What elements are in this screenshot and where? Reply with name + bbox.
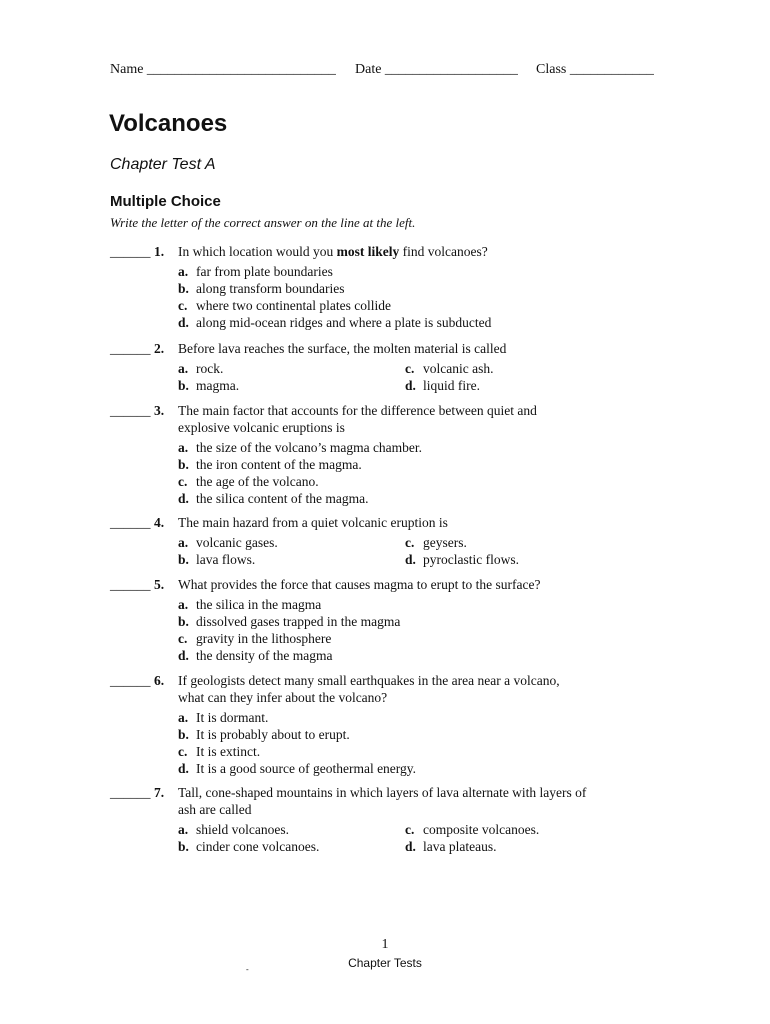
answer-blank: ______ [110, 515, 151, 530]
answer-option: c. volcanic ash. [405, 361, 494, 376]
answer-options [178, 439, 590, 507]
answer-options [178, 709, 590, 777]
answer-options [178, 534, 590, 568]
question-2 [110, 340, 590, 394]
answer-option: d. pyroclastic flows. [405, 552, 519, 567]
date-field: Date ___________________ [355, 62, 518, 77]
question-4 [110, 514, 590, 568]
answer-option: a. shield volcanoes. [178, 822, 289, 837]
answer-option: d. the density of the magma [178, 648, 333, 663]
answer-option: b. It is probably about to erupt. [178, 727, 350, 742]
question-number: 1. [154, 244, 165, 259]
question-number: 6. [154, 673, 165, 688]
answer-option: a. far from plate boundaries [178, 264, 333, 279]
question-7 [110, 784, 590, 855]
question-stem: Before lava reaches the surface, the molten material is called [178, 341, 507, 356]
answer-option: b. cinder cone volcanoes. [178, 839, 320, 854]
question-number: 2. [154, 341, 165, 356]
question-1 [110, 243, 590, 331]
page-subtitle: Chapter Test A [110, 156, 216, 173]
question-3 [110, 402, 590, 507]
answer-option: d. along mid-ocean ridges and where a plate is subducted [178, 315, 492, 330]
page-number: 1 [381, 937, 389, 952]
answer-option: b. magma. [178, 378, 240, 393]
answer-blank: ______ [110, 785, 151, 800]
answer-option: b. dissolved gases trapped in the magma [178, 614, 401, 629]
answer-option: a. It is dormant. [178, 710, 269, 725]
answer-options [178, 263, 590, 331]
question-6 [110, 672, 590, 777]
answer-option: c. where two continental plates collide [178, 298, 391, 313]
answer-option: a. the size of the volcano’s magma chamber. [178, 440, 423, 455]
answer-option: b. the iron content of the magma. [178, 457, 362, 472]
answer-option: c. It is extinct. [178, 744, 261, 759]
question-number: 3. [154, 403, 165, 418]
question-number: 5. [154, 577, 165, 592]
answer-option: a. rock. [178, 361, 224, 376]
class-field: Class ____________ [536, 62, 654, 77]
name-field: Name ___________________________ [110, 62, 336, 77]
answer-options [178, 360, 590, 394]
question-number: 4. [154, 515, 165, 530]
answer-option: d. the silica content of the magma. [178, 491, 369, 506]
question-5 [110, 576, 590, 664]
section-title: Multiple Choice [110, 193, 221, 210]
answer-options [178, 596, 590, 664]
page-title: Volcanoes [109, 110, 228, 137]
question-stem: The main hazard from a quiet volcanic eruption is [178, 515, 448, 530]
question-stem: If geologists detect many small earthquakes in the area near a volcano, what can they infer about the volcano? [178, 673, 560, 705]
answer-option: d. lava plateaus. [405, 839, 497, 854]
answer-option: b. lava flows. [178, 552, 256, 567]
answer-option: b. along transform boundaries [178, 281, 345, 296]
answer-blank: ______ [110, 341, 151, 356]
footer-label: Chapter Tests [348, 956, 422, 970]
answer-options [178, 821, 590, 855]
answer-option: c. geysers. [405, 535, 467, 550]
footer-mark: - [246, 965, 249, 974]
answer-option: d. It is a good source of geothermal energy. [178, 761, 417, 776]
question-stem: Tall, cone-shaped mountains in which layers of lava alternate with layers of ash are called [178, 785, 587, 817]
question-stem: The main factor that accounts for the difference between quiet and explosive volcanic eruptions is [178, 403, 537, 435]
answer-option: c. composite volcanoes. [405, 822, 540, 837]
emphasis-text: most likely [336, 244, 400, 259]
answer-option: c. gravity in the lithosphere [178, 631, 332, 646]
answer-option: d. liquid fire. [405, 378, 480, 393]
question-stem: What provides the force that causes magma to erupt to the surface? [178, 577, 541, 592]
question-number: 7. [154, 785, 165, 800]
section-instructions: Write the letter of the correct answer on the line at the left. [110, 215, 416, 230]
answer-blank: ______ [110, 577, 151, 592]
answer-option: a. volcanic gases. [178, 535, 278, 550]
answer-blank: ______ [110, 244, 151, 259]
answer-blank: ______ [110, 403, 151, 418]
answer-blank: ______ [110, 673, 151, 688]
answer-option: a. the silica in the magma [178, 597, 322, 612]
question-stem: In which location would you most likely find volcanoes? [178, 244, 488, 259]
answer-option: c. the age of the volcano. [178, 474, 319, 489]
